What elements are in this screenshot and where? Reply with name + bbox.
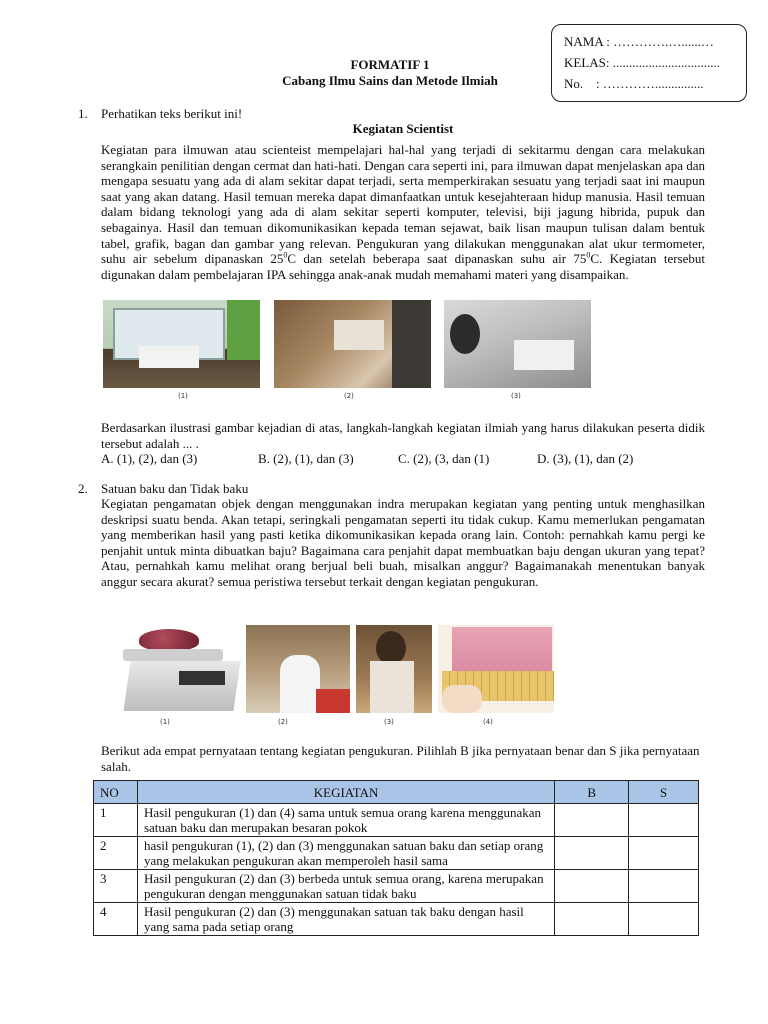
- row-number: 3: [94, 870, 138, 903]
- photo-caption-2: (2): [344, 392, 354, 400]
- photo-caption-q2-1: (1): [160, 718, 170, 726]
- row-statement: Hasil pengukuran (2) dan (3) berbeda untuk semua orang, karena merupakan pengukuran dengan menggunakan satuan tidak baku: [137, 870, 554, 903]
- photo-ruler-block: [438, 625, 554, 713]
- header-b: B: [555, 781, 629, 804]
- degree-superscript-2: 0: [586, 250, 591, 260]
- option-d[interactable]: D. (3), (1), dan (2): [537, 451, 634, 466]
- name-field[interactable]: NAMA : ………….…......…: [564, 34, 714, 49]
- answer-s-cell[interactable]: [629, 837, 699, 870]
- answer-s-cell[interactable]: [629, 870, 699, 903]
- option-c[interactable]: C. (2), (3, dan (1): [398, 451, 490, 466]
- question-1-text: Berdasarkan ilustrasi gambar kejadian di atas, langkah-langkah kegiatan ilmiah yang harus dilakukan peserta didik tersebut adalah ... .: [101, 420, 705, 451]
- question-2-number: 2.: [78, 481, 88, 496]
- row-statement: hasil pengukuran (1), (2) dan (3) menggunakan satuan baku dan setiap orang yang melakukan pengukuran akan memperoleh hasil sama: [137, 837, 554, 870]
- option-a[interactable]: A. (1), (2), dan (3): [101, 451, 198, 466]
- answer-b-cell[interactable]: [555, 903, 629, 936]
- answer-b-cell[interactable]: [555, 804, 629, 837]
- photo-caption-1: (1): [178, 392, 188, 400]
- answer-s-cell[interactable]: [629, 903, 699, 936]
- question-1-passage: [101, 142, 705, 282]
- row-statement: Hasil pengukuran (1) dan (4) sama untuk semua orang karena menggunakan satuan baku dan merupakan besaran pokok: [137, 804, 554, 837]
- passage-part-a: Kegiatan para ilmuwan atau scienteist mempelajari hal-hal yang terjadi di sekitarmu dengan cara melakukan serangkain penilitian dengan cermat dan hati-hati. Dengan cara seperti ini, para ilmuwan dapat menjelaskan apa dan mengapa sesuatu yang ada di alam sekitar dapat terjadi, serta memperkirakan sesuatu yang terjadi saat ini maupun saat yang akan datang. Hasil temuan mereka dapat dimanfaatkan untuk kesejahteraan hidup manusia. Hasil temuan dalam bidang teknologi yang ada di alam sekitar seperti komputer, televisi, biji jagung hibrida, pupuk dan sebagainya. Hasil dan temuan dikomunikasikan kepada teman sejawat, baik lisan maupun tulisan dalam bentuk tabel, grafik, bagan dan gambar yang relevan. Pengukuran yang dilakukan menggunakan alat ukur termometer, suhu air sebelum dipanaskan 25: [101, 142, 705, 267]
- page-title: FORMATIF 1: [350, 57, 430, 72]
- answer-s-cell[interactable]: [629, 804, 699, 837]
- photo-caption-q2-4: (4): [483, 718, 493, 726]
- header-kegiatan: KEGIATAN: [137, 781, 554, 804]
- passage-part-c: C. Kegiatan tersebut digunakan dalam pembelajaran IPA sehingga anak-anak mudah memahami materi yang disampaikan.: [101, 251, 706, 282]
- photo-caption-3: (3): [511, 392, 521, 400]
- option-b[interactable]: B. (2), (1), dan (3): [258, 451, 354, 466]
- number-field[interactable]: [564, 73, 746, 94]
- photo-caption-q2-2: (2): [278, 718, 288, 726]
- student-identity-box: [551, 24, 747, 102]
- row-statement: Hasil pengukuran (2) dan (3) menggunakan satuan tak baku dengan hasil yang sama pada setiap orang: [137, 903, 554, 936]
- question-2-heading: Satuan baku dan Tidak baku: [101, 481, 249, 496]
- photo-tailor-measure: [356, 625, 432, 713]
- passage-heading: Kegiatan Scientist: [352, 121, 454, 136]
- passage-part-b: C dan setelah beberapa saat dipanaskan suhu air 75: [287, 251, 587, 267]
- photo-students-writing: [444, 300, 591, 388]
- question-2-instruction: Berikut ada empat pernyataan tentang kegiatan pengukuran. Pilihlah B jika pernyataan benar dan S jika pernyataan salah.: [101, 743, 700, 774]
- question-2-passage: Kegiatan pengamatan objek dengan menggunakan indra merupakan kegiatan yang penting untuk menghasilkan deskripsi suatu benda. Akan tetapi, seringkali pengamatan seperti itu tidak cukup. Kamu memerlukan pengamatan yang memberikan hasil yang pasti ketika dikomunikasikan kepada orang lain. Contoh: pernahkah kamu pergi ke penjahit untuk minta dibuatkan baju? Bagaimana cara penjahit dapat membuatkan baju dengan ukuran yang tepat? Atau, pernahkah kamu melihat orang berjual beli buah, misalkan anggur? Bagaimanakah menentukan banyak anggur secara akurat? semua peristiwa tersebut terkait dengan kegiatan pengukuran.: [101, 496, 705, 589]
- number-label: No.: [564, 76, 584, 91]
- table-row: [94, 837, 699, 870]
- header-no: NO: [94, 781, 138, 804]
- photo-experiment: [274, 300, 431, 388]
- degree-superscript-1: 0: [283, 250, 288, 260]
- table-row: [94, 903, 699, 936]
- answer-b-cell[interactable]: [555, 837, 629, 870]
- table-row: [94, 870, 699, 903]
- row-number: 2: [94, 837, 138, 870]
- table-header-row: [94, 781, 699, 804]
- question-1-number: 1.: [78, 106, 88, 121]
- header-s: S: [629, 781, 699, 804]
- class-field[interactable]: KELAS: .................................: [564, 55, 720, 70]
- page-subtitle: Cabang Ilmu Sains dan Metode Ilmiah: [282, 73, 498, 88]
- row-number: 4: [94, 903, 138, 936]
- table-row: [94, 804, 699, 837]
- question-1-prompt: Perhatikan teks berikut ini!: [101, 106, 243, 121]
- photo-presentation: [103, 300, 260, 388]
- photo-caption-q2-3: (3): [384, 718, 394, 726]
- number-value: : …………...............: [596, 76, 704, 91]
- row-number: 1: [94, 804, 138, 837]
- photo-hand-span-measure: [246, 625, 350, 713]
- answer-b-cell[interactable]: [555, 870, 629, 903]
- photo-digital-scale: [117, 625, 242, 713]
- statement-table: [93, 780, 699, 936]
